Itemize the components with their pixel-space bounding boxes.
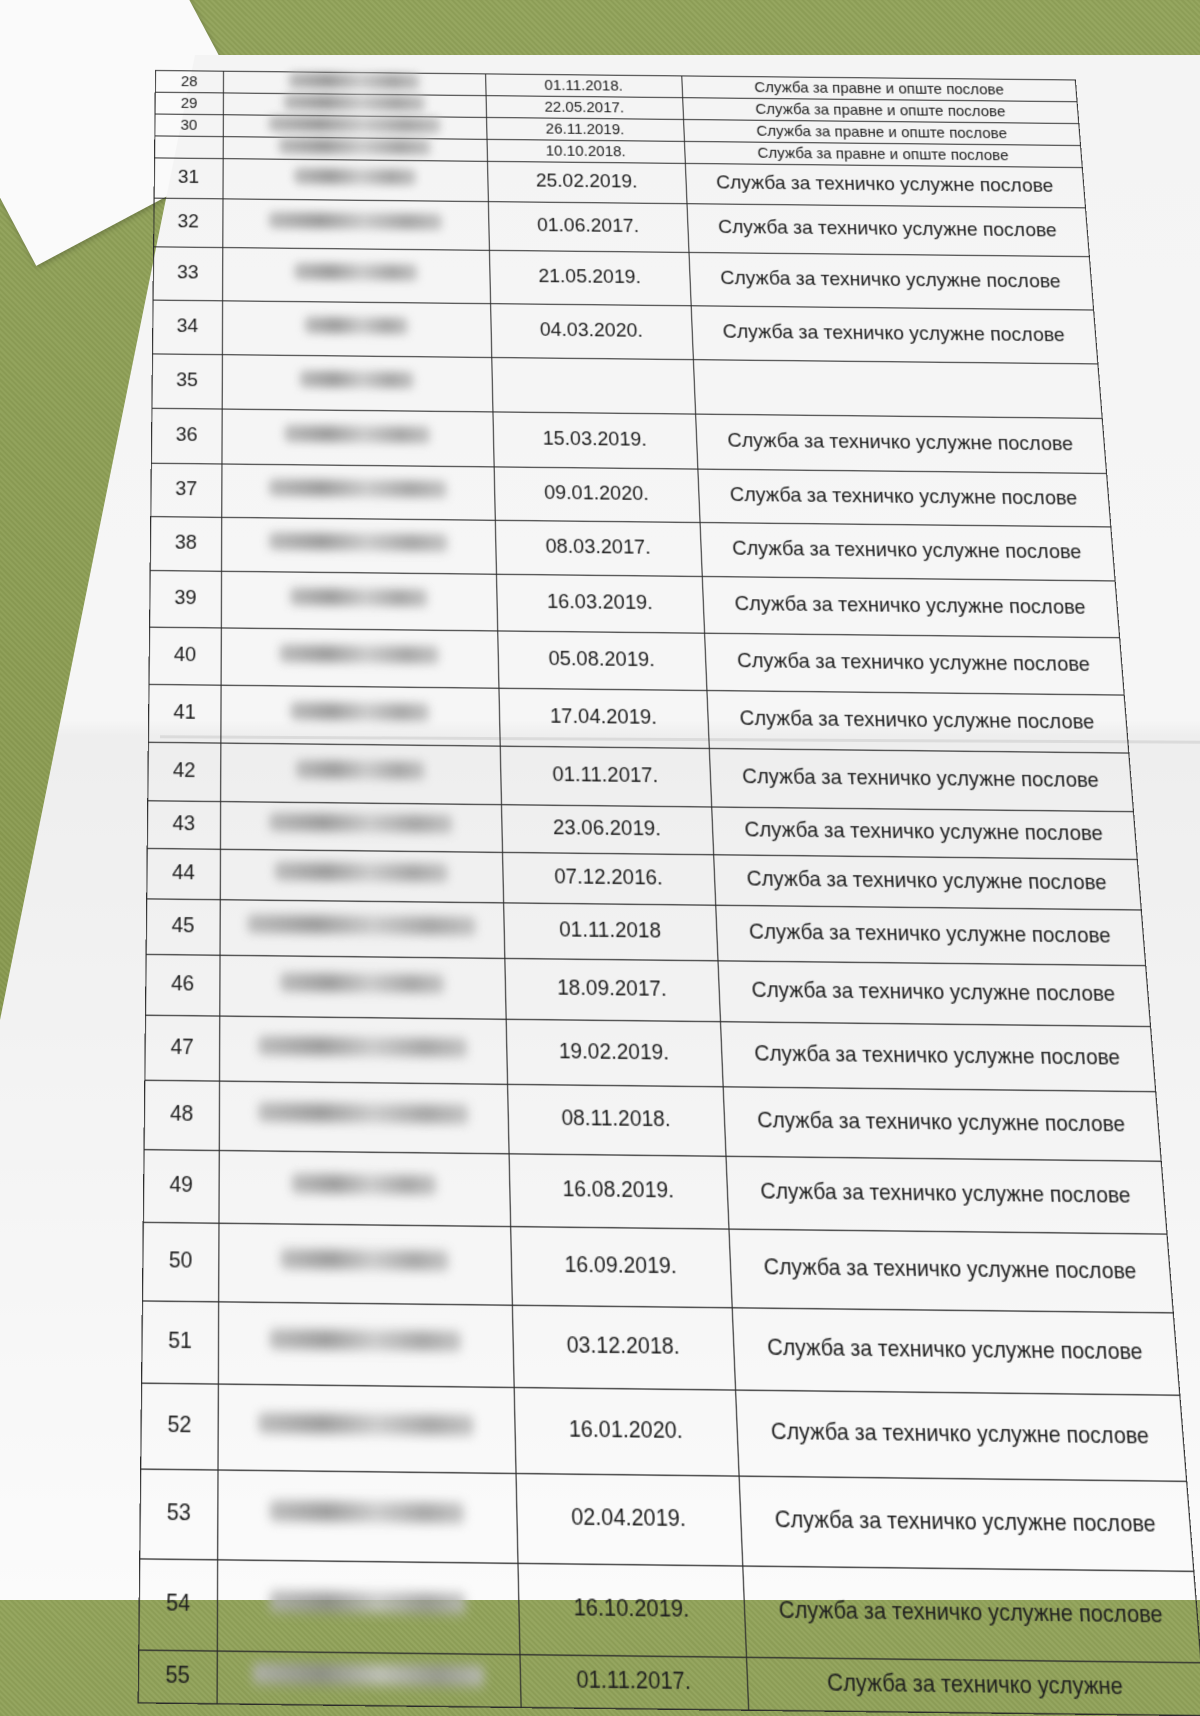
table-row	[138, 1650, 1200, 1716]
redacted-name-cell	[218, 1384, 516, 1473]
redacted-name-cell	[223, 199, 489, 250]
department-cell: Служба за техничко услужне послове	[732, 1308, 1180, 1395]
department-cell: Служба за техничко услужне послове	[735, 1390, 1186, 1481]
row-number-cell: 35	[152, 354, 222, 409]
redacted-name-cell	[218, 1223, 512, 1305]
table-row	[152, 300, 1097, 364]
table-row	[151, 408, 1106, 473]
date-cell: 26.11.2019.	[486, 117, 684, 141]
department-cell: Служба за техничко услужне послове	[723, 1087, 1161, 1161]
table-row	[142, 1222, 1173, 1313]
redacted-name-blur	[294, 168, 415, 185]
department-cell: Служба за техничко услужне послове	[707, 691, 1129, 754]
date-cell	[491, 358, 695, 415]
redacted-name-cell	[217, 1651, 521, 1707]
redacted-name-blur	[290, 588, 427, 607]
redacted-name-blur	[295, 263, 418, 281]
date-cell: 02.04.2019.	[516, 1473, 743, 1566]
date-cell: 04.03.2020.	[490, 304, 693, 360]
redacted-name-blur	[289, 72, 419, 89]
row-number-cell: 55	[138, 1650, 217, 1704]
department-cell: Служба за правне и опште послове	[681, 76, 1077, 102]
department-cell: Служба за техничко услужне послове	[702, 576, 1120, 637]
department-cell: Служба за техничко услужне послове	[711, 807, 1137, 859]
table-row	[140, 1469, 1194, 1571]
table-row	[142, 1301, 1180, 1395]
table-row	[152, 354, 1102, 419]
employee-list-document	[138, 70, 1200, 1716]
row-number-cell: 50	[142, 1222, 218, 1301]
redacted-name-blur	[275, 862, 448, 882]
redacted-name-blur	[280, 645, 439, 664]
row-number-cell: 42	[148, 742, 221, 801]
redacted-name-blur	[285, 425, 430, 443]
redacted-name-blur	[292, 1174, 436, 1195]
date-cell: 18.09.2017.	[504, 958, 720, 1021]
redacted-name-cell	[223, 115, 487, 140]
date-cell: 05.08.2019.	[497, 631, 706, 691]
department-cell: Служба за техничко услужне послове	[742, 1566, 1200, 1663]
table-row	[149, 627, 1124, 695]
redacted-name-cell	[221, 571, 497, 631]
row-number-cell: 48	[144, 1080, 219, 1150]
redacted-name-blur	[284, 94, 425, 111]
row-number-cell: 29	[155, 92, 223, 115]
redacted-name-cell	[220, 955, 506, 1019]
redacted-name-blur	[269, 479, 446, 498]
row-number-cell	[155, 136, 223, 159]
redacted-name-cell	[221, 628, 499, 688]
redacted-name-blur	[291, 702, 429, 721]
date-cell: 01.06.2017.	[488, 202, 689, 253]
row-number-cell: 52	[141, 1383, 218, 1470]
row-number-cell: 44	[147, 848, 220, 899]
row-number-cell: 49	[143, 1150, 219, 1224]
redacted-name-blur	[270, 1501, 464, 1524]
row-number-cell: 54	[139, 1559, 218, 1651]
row-number-cell: 33	[153, 247, 222, 301]
date-cell: 23.06.2019.	[501, 805, 713, 855]
date-cell: 19.02.2019.	[506, 1019, 723, 1087]
department-cell: Служба за правне и опште послове	[684, 141, 1082, 167]
redacted-name-cell	[220, 802, 502, 853]
redacted-name-cell	[223, 159, 488, 202]
table-row	[148, 742, 1134, 811]
department-cell: Служба за техничко услужне послове	[685, 163, 1085, 207]
redacted-name-cell	[219, 1016, 507, 1084]
table-row	[141, 1383, 1187, 1481]
table-row	[143, 1150, 1167, 1234]
redacted-name-blur	[269, 532, 447, 551]
redacted-name-blur	[305, 317, 408, 335]
department-cell: Служба за техничко услужне	[746, 1657, 1200, 1715]
department-cell: Служба за правне и опште послове	[683, 119, 1080, 145]
department-cell: Служба за техничко услужне послове	[687, 204, 1090, 257]
department-cell: Служба за техничко услужне послове	[691, 306, 1098, 364]
row-number-cell: 37	[151, 463, 222, 517]
redacted-name-blur	[279, 138, 430, 156]
table-row	[153, 247, 1094, 310]
row-number-cell: 46	[145, 954, 219, 1016]
department-cell: Служба за техничко услужне послове	[715, 905, 1145, 965]
department-cell: Служба за техничко услужне послове	[698, 469, 1111, 527]
department-cell: Служба за техничко услужне послове	[726, 1156, 1167, 1234]
redacted-name-cell	[223, 71, 486, 95]
row-number-cell: 30	[155, 114, 223, 137]
table-row	[148, 684, 1128, 753]
row-number-cell: 31	[154, 158, 223, 199]
department-cell: Служба за техничко услужне послове	[713, 855, 1141, 910]
department-cell: Служба за техничко услужне послове	[709, 748, 1133, 811]
row-number-cell: 32	[154, 198, 223, 247]
department-cell: Служба за правне и опште послове	[682, 98, 1078, 124]
date-cell: 09.01.2020.	[494, 467, 700, 523]
table-row	[139, 1559, 1200, 1663]
redacted-name-blur	[296, 760, 424, 779]
department-cell: Служба за техничко услужне послове	[700, 523, 1115, 581]
date-cell: 08.11.2018.	[507, 1084, 726, 1156]
redacted-name-cell	[220, 743, 501, 805]
employee-table	[138, 70, 1200, 1716]
department-cell: Служба за техничко услужне послове	[729, 1229, 1174, 1313]
redacted-name-cell	[222, 409, 494, 467]
date-cell: 15.03.2019.	[493, 412, 698, 469]
row-number-cell: 39	[150, 571, 222, 628]
redacted-name-blur	[270, 813, 453, 833]
department-cell: Служба за техничко услужне послове	[720, 1022, 1156, 1092]
employee-table-body	[138, 70, 1200, 1715]
department-cell: Служба за техничко услужне послове	[739, 1476, 1194, 1571]
date-cell: 25.02.2019.	[487, 161, 687, 203]
date-cell: 16.08.2019.	[509, 1154, 729, 1229]
redacted-name-cell	[222, 301, 491, 358]
redacted-name-cell	[221, 464, 494, 520]
date-cell: 16.01.2020.	[514, 1387, 739, 1476]
redacted-name-cell	[217, 1560, 519, 1655]
date-cell: 08.03.2017.	[495, 520, 702, 576]
table-row	[144, 1080, 1161, 1161]
redacted-name-cell	[218, 1302, 514, 1388]
department-cell: Служба за техничко услужне послове	[718, 961, 1151, 1027]
table-row	[145, 954, 1150, 1026]
date-cell: 22.05.2017.	[486, 96, 684, 120]
department-cell: Служба за техничко услужне послове	[695, 414, 1106, 473]
redacted-name-cell	[219, 1081, 509, 1154]
row-number-cell: 36	[151, 408, 222, 464]
redacted-name-blur	[248, 915, 476, 936]
table-row	[145, 1015, 1156, 1091]
redacted-name-cell	[223, 137, 487, 162]
row-number-cell: 51	[142, 1301, 219, 1384]
redacted-name-blur	[259, 1103, 469, 1125]
row-number-cell: 34	[152, 300, 222, 355]
redacted-name-cell	[222, 248, 490, 304]
redacted-name-cell	[221, 517, 496, 574]
redacted-name-blur	[281, 1249, 449, 1271]
row-number-cell: 45	[146, 899, 220, 955]
redacted-name-blur	[269, 116, 440, 134]
row-number-cell: 40	[149, 627, 221, 685]
redacted-name-cell	[217, 1470, 517, 1563]
row-number-cell: 43	[147, 801, 220, 850]
department-cell	[693, 360, 1102, 419]
redacted-name-blur	[269, 212, 442, 230]
date-cell: 03.12.2018.	[512, 1305, 735, 1390]
redacted-name-blur	[259, 1035, 467, 1056]
row-number-cell: 47	[145, 1015, 220, 1081]
department-cell: Служба за техничко услужне послове	[689, 252, 1094, 310]
redacted-name-blur	[259, 1413, 474, 1436]
date-cell: 07.12.2016.	[502, 852, 715, 905]
table-row	[150, 571, 1120, 638]
date-cell: 01.11.2018	[503, 903, 718, 961]
row-number-cell: 38	[150, 517, 221, 572]
row-number-cell: 28	[155, 70, 223, 92]
date-cell: 16.09.2019.	[510, 1227, 732, 1308]
redacted-name-cell	[221, 685, 500, 746]
date-cell: 16.10.2019.	[518, 1563, 747, 1657]
redacted-name-blur	[253, 1663, 485, 1687]
row-number-cell: 41	[148, 684, 220, 743]
redacted-name-cell	[223, 93, 486, 118]
date-cell: 16.03.2019.	[496, 574, 704, 633]
redacted-name-cell	[220, 849, 503, 903]
redacted-name-blur	[270, 1329, 461, 1351]
date-cell: 17.04.2019.	[499, 688, 709, 748]
redacted-name-cell	[219, 1151, 511, 1227]
date-cell: 01.11.2017.	[500, 746, 712, 807]
redacted-name-blur	[270, 1591, 466, 1614]
row-number-cell: 53	[140, 1469, 218, 1560]
redacted-name-blur	[300, 371, 414, 389]
date-cell: 10.10.2018.	[487, 139, 685, 163]
redacted-name-blur	[281, 973, 445, 994]
date-cell: 21.05.2019.	[489, 250, 691, 305]
date-cell: 01.11.2017.	[519, 1655, 748, 1711]
redacted-name-cell	[220, 900, 505, 959]
date-cell: 01.11.2018.	[485, 74, 682, 98]
redacted-name-cell	[222, 355, 493, 412]
department-cell: Служба за техничко услужне послове	[704, 633, 1124, 695]
